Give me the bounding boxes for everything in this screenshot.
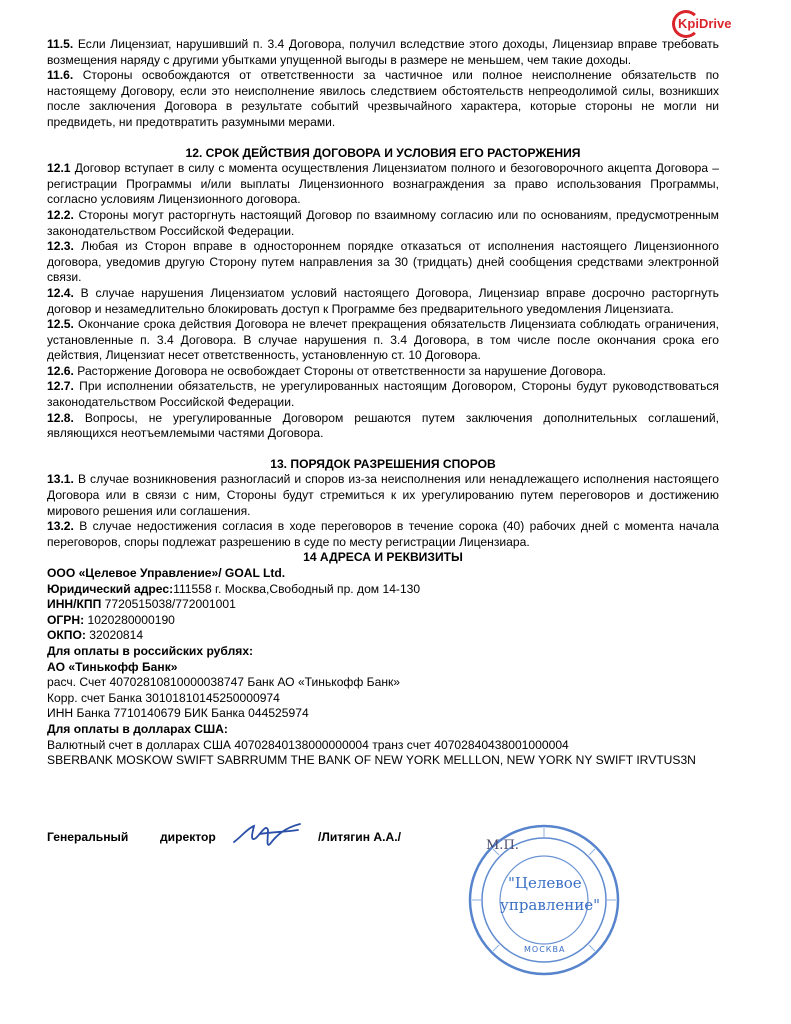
- clause-text: Любая из Сторон вправе в одностороннем порядке отказаться от исполнения настоящего Лицензионного договора, уведомив другую Сторону путем направления за 30 (тридцать) дней сообщения средствами электронной связи.: [47, 239, 719, 285]
- bik-line: ИНН Банка 7710140679 БИК Банка 044525974: [47, 706, 309, 721]
- clause-number: 12.6.: [47, 363, 74, 378]
- clause-text: Стороны могут расторгнуть настоящий Договор по взаимному согласию или по основаниям, предусмотренным законодательством Российской Федерации.: [47, 207, 719, 238]
- clause-number: 12.3.: [47, 239, 74, 254]
- clause-12-2: [47, 208, 719, 239]
- clause-13-1: [47, 472, 719, 519]
- clause-text: Если Лицензиат, нарушивший п. 3.4 Договора, получил вследствие этого доходы, Лицензиар вправе требовать возмещения наряду с другими убытками упущенной выгоды в размере не меньшем, чем такие доходы.: [47, 37, 719, 67]
- inn-value: 7720515038/772001001: [104, 597, 236, 612]
- clause-text: В случае нарушения Лицензиатом условий настоящего Договора, Лицензиар вправе досрочно расторгнуть договор и незамедлительно блокировать доступ к Программе без предварительного уведомления Лицензиата.: [47, 285, 719, 316]
- ogrn-label: ОГРН:: [47, 612, 85, 627]
- address-value: 111558 г. Москва,Свободный пр. дом 14-130: [173, 581, 421, 596]
- clause-text: В случае недостижения согласия в ходе переговоров в течение сорока (40) рабочих дней с момента начала переговоров, споры подлежат разрешению в суде по месту регистрации Лицензиара.: [47, 519, 719, 549]
- inn-label: ИНН/КПП: [47, 597, 102, 612]
- stamp-line1: "Целевое: [508, 874, 582, 892]
- director-label: директор: [160, 830, 216, 844]
- clause-number: 12.5.: [47, 317, 74, 332]
- corr-account-line: Корр. счет Банка 30101810145250000974: [47, 690, 280, 705]
- document-body: [47, 37, 719, 769]
- clause-12-6: [47, 364, 719, 380]
- clause-12-7: [47, 379, 719, 410]
- account-line: расч. Счет 40702810810000038747 Банк АО «Тинькофф Банк»: [47, 675, 401, 690]
- usd-account-line: Валютный счет в долларах США 40702840138000000004 транз счет 40702840438001000004: [47, 737, 569, 752]
- clause-text: Расторжение Договора не освобождает Стороны от ответственности за нарушение Договора.: [77, 363, 607, 378]
- kpidrive-logo: [672, 10, 772, 40]
- clause-12-4: [47, 286, 719, 317]
- inn-line: [47, 597, 719, 613]
- signature-scribble: [232, 820, 304, 852]
- company-stamp: [466, 822, 622, 978]
- clause-number: 13.1.: [47, 472, 74, 487]
- company-name: ООО «Целевое Управление»/ GOAL Ltd.: [47, 566, 286, 580]
- stamp-city: МОСКВА: [524, 945, 566, 954]
- section-14-title: 14 АДРЕСА И РЕКВИЗИТЫ: [303, 550, 463, 565]
- clause-12-3: [47, 239, 719, 286]
- okpo-value: 32020814: [89, 628, 144, 643]
- logo-text: KpiDrive: [678, 16, 732, 31]
- clause-number: 12.4.: [47, 285, 74, 300]
- okpo-label: ОКПО:: [47, 628, 86, 643]
- clause-text: В случае возникновения разногласий и споров из-за неисполнения или ненадлежащего исполнения настоящего Договора или в связи с ним, Стороны будут стремиться к их урегулированию путем переговоров и достижению мирового решения или соглашения.: [47, 472, 719, 518]
- bank-name: АО «Тинькофф Банк»: [47, 659, 178, 674]
- rub-heading: Для оплаты в российских рублях:: [47, 643, 254, 658]
- ogrn-value: 1020280000190: [87, 612, 175, 627]
- okpo-line: [47, 628, 719, 644]
- clause-text: Договор вступает в силу с момента осуществления Лицензиатом полного и безоговорочного акцепта Договора – регистрации Программы и/или выплаты Лицензионного вознаграждения за право использования Программы, согласно условиям Лицензионного договора.: [47, 161, 719, 207]
- clause-text: Окончание срока действия Договора не влечет прекращения обязательств Лицензиата соблюдать ограничения, установленные п. 3.4 Договора. В случае нарушения п. 3.4 Договора, в том числе после окончания срока его действия, Лицензиат несет ответственность, установленную ст. 10 Договора.: [47, 317, 719, 363]
- clause-text: Стороны освобождаются от ответственности за частичное или полное неисполнение обязательств по настоящему Договору, если это неисполнение явилось следствием обстоятельств непреодолимой силы, возникших после заключения Договора в результате событий чрезвычайного характера, которые стороны не могли ни предвидеть, ни предотвратить разумными мерами.: [47, 68, 719, 129]
- clause-11-5: [47, 37, 719, 68]
- clause-number: 12.1: [47, 161, 71, 176]
- address-line: [47, 582, 719, 598]
- clause-number: 12.7.: [47, 379, 74, 394]
- swift-line: SBERBANK MOSKOW SWIFT SABRRUMM THE BANK OF NEW YORK MELLLON, NEW YORK NY SWIFT IRVTUS3N: [47, 753, 696, 768]
- clause-text: При исполнении обязательств, не урегулированных настоящим Договором, Стороны будут руководствоваться законодательством Российской Федерации.: [47, 379, 719, 410]
- stamp-mp: М.П.: [486, 838, 519, 853]
- usd-heading: Для оплаты в долларах США:: [47, 721, 228, 736]
- stamp-line2: управление": [500, 896, 600, 914]
- section-12-title: 12. СРОК ДЕЙСТВИЯ ДОГОВОРА И УСЛОВИЯ ЕГО РАСТОРЖЕНИЯ: [185, 145, 581, 160]
- clause-12-1: [47, 161, 719, 208]
- clause-number: 11.6.: [47, 68, 74, 83]
- director-name: /Литягин А.А./: [318, 830, 401, 844]
- clause-number: 11.5.: [47, 37, 74, 51]
- section-13-title: 13. ПОРЯДОК РАЗРЕШЕНИЯ СПОРОВ: [270, 456, 496, 471]
- address-label: Юридический адрес:: [47, 581, 174, 596]
- position-label: Генеральный: [47, 830, 129, 844]
- clause-12-5: [47, 317, 719, 364]
- clause-number: 12.8.: [47, 410, 74, 425]
- ogrn-line: [47, 613, 719, 629]
- clause-number: 12.2.: [47, 207, 74, 222]
- clause-12-8: [47, 411, 719, 442]
- clause-11-6: [47, 68, 719, 130]
- clause-text: Вопросы, не урегулированные Договором решаются путем заключения дополнительных соглашений, являющихся неотъемлемыми частями Договора.: [47, 410, 719, 441]
- clause-13-2: [47, 519, 719, 550]
- clause-number: 13.2.: [47, 519, 74, 534]
